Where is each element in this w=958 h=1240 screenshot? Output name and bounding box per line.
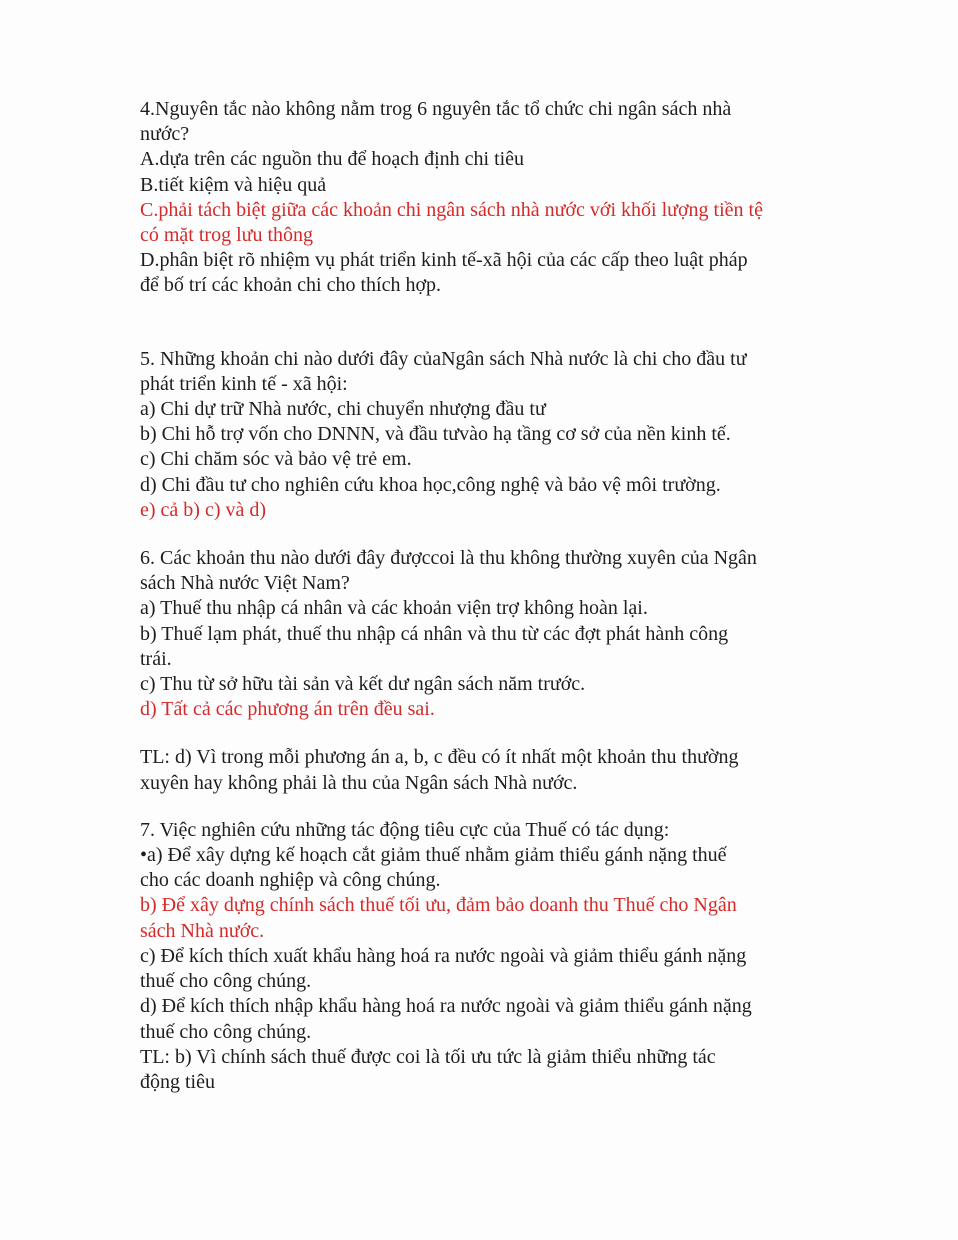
question-5-option-a: a) Chi dự trữ Nhà nước, chi chuyển nhượng đầu tư [140,398,546,421]
question-7 [140,818,830,1095]
question-6-explanation-line-1: TL: d) Vì trong mỗi phương án a, b, c đều có ít nhất một khoản thu thường [140,746,739,769]
question-4-option-a: A.dựa trên các nguồn thu để hoạch định chi tiêu [140,148,525,171]
question-4-option-c-correct-line-1: C.phải tách biệt giữa các khoản chi ngân sách nhà nước với khối lượng tiền tệ [140,198,763,221]
question-7-explanation-line-1: TL: b) Vì chính sách thuế được coi là tối ưu tức là giảm thiểu những tác [140,1045,716,1068]
question-5-text-line-1: 5. Những khoản chi nào dưới đây củaNgân sách Nhà nước là chi cho đầu tư [140,347,747,370]
question-6-option-c: c) Thu từ sở hữu tài sản và kết dư ngân sách năm trước. [140,673,586,696]
question-5 [140,347,830,523]
question-5-option-e-correct: e) cả b) c) và d) [140,498,267,521]
question-5-option-b: b) Chi hỗ trợ vốn cho DNNN, và đầu tưvào hạ tầng cơ sở của nền kinh tế. [140,423,731,446]
question-4 [140,97,830,299]
question-7-option-a-line-2: cho các doanh nghiệp và công chúng. [140,869,441,892]
question-4-option-d-line-2: để bố trí các khoản chi cho thích hợp. [140,274,442,297]
question-5-text-line-2: phát triển kinh tế - xã hội: [140,372,348,395]
question-7-option-b-correct-line-1: b) Để xây dựng chính sách thuế tối ưu, đảm bảo doanh thu Thuế cho Ngân [140,894,737,917]
question-4-text-line-2: nước? [140,123,190,146]
question-7-option-c-line-1: c) Để kích thích xuất khẩu hàng hoá ra nước ngoài và giảm thiểu gánh nặng [140,944,747,967]
question-7-option-c-line-2: thuế cho công chúng. [140,970,312,993]
question-6-option-a: a) Thuế thu nhập cá nhân và các khoản viện trợ không hoàn lại. [140,597,648,620]
question-7-option-a-line-1: •a) Để xây dựng kế hoạch cắt giảm thuế nhằm giảm thiểu gánh nặng thuế [140,844,727,867]
question-6-option-b-line-1: b) Thuế lạm phát, thuế thu nhập cá nhân và thu từ các đợt phát hành công [140,622,729,645]
question-5-option-d: d) Chi đầu tư cho nghiên cứu khoa học,công nghệ và bảo vệ môi trường. [140,473,721,496]
question-7-option-b-correct-line-2: sách Nhà nước. [140,919,265,942]
question-4-option-c-correct-line-2: có mặt trog lưu thông [140,224,314,247]
document-body [140,97,830,1095]
question-6-option-b-line-2: trái. [140,647,172,670]
question-5-option-c: c) Chi chăm sóc và bảo vệ trẻ em. [140,448,412,471]
question-7-explanation-line-2: động tiêu [140,1070,215,1093]
question-4-option-b: B.tiết kiệm và hiệu quả [140,173,327,196]
question-4-option-d-line-1: D.phân biệt rõ nhiệm vụ phát triển kinh tế-xã hội của các cấp theo luật pháp [140,249,748,272]
question-7-text: 7. Việc nghiên cứu những tác động tiêu cực của Thuế có tác dụng: [140,818,670,841]
question-6-explanation-line-2: xuyên hay không phải là thu của Ngân sách Nhà nước. [140,771,578,794]
question-4-text-line-1: 4.Nguyên tắc nào không nằm trog 6 nguyên tắc tổ chức chi ngân sách nhà [140,98,732,120]
question-6 [140,546,830,796]
question-6-text-line-1: 6. Các khoản thu nào dưới đây đượccoi là thu không thường xuyên của Ngân [140,547,757,570]
question-7-option-d-line-2: thuế cho công chúng. [140,1020,312,1043]
question-6-text-line-2: sách Nhà nước Việt Nam? [140,572,350,595]
question-6-option-d-correct: d) Tất cả các phương án trên đều sai. [140,698,435,721]
question-7-option-d-line-1: d) Để kích thích nhập khẩu hàng hoá ra nước ngoài và giảm thiểu gánh nặng [140,995,752,1018]
